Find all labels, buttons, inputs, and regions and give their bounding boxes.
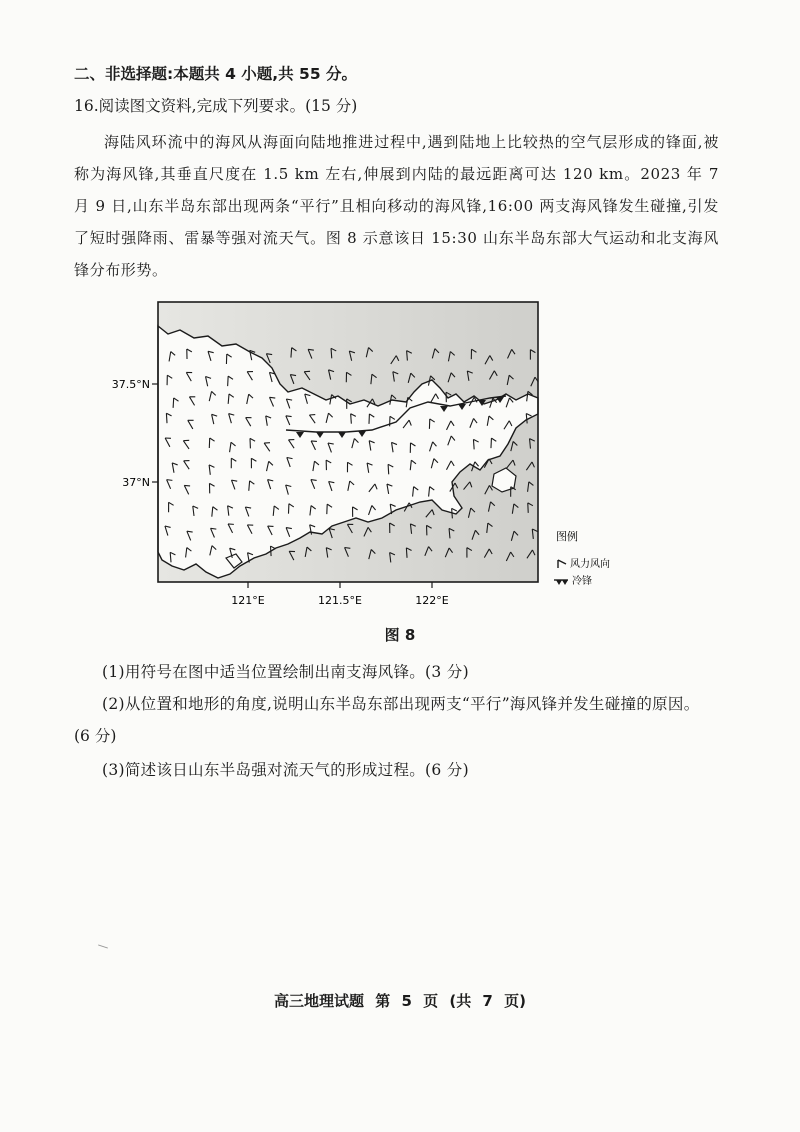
lon-label-121-5: 121.5°E xyxy=(318,594,362,607)
lat-label-37: 37°N xyxy=(122,476,150,489)
question-title: 16.阅读图文资料,完成下列要求。(15 分) xyxy=(74,97,358,115)
figure-8-map xyxy=(110,296,670,616)
subquestion-1: (1)用符号在图中适当位置绘制出南支海风锋。(3 分) xyxy=(102,663,469,681)
subquestion-3: (3)简述该日山东半岛强对流天气的形成过程。(6 分) xyxy=(102,761,469,779)
question-passage: 海陆风环流中的海风从海面向陆地推进过程中,遇到陆地上比较热的空气层形成的锋面,被称为海风锋,其垂直尺度在 1.5 km 左右,伸展到内陆的最远距离可达 120 km。2023 年 7 月 9 日,山东半岛东部出现两条“平行”且相向移动的海风锋,16:00 两支海风锋发生碰撞,引发了短时强降雨、雷暴等强对流天气。图 8 示意该日 15:30 山东半岛东部大气运动和北支海风锋分布形势。 xyxy=(74,133,719,279)
page-footer: 高三地理试题 第 5 页 (共 7 页) xyxy=(274,992,526,1010)
scan-speck xyxy=(98,944,108,948)
legend-wind-label: 风力风向 xyxy=(570,559,610,570)
map-svg xyxy=(110,296,670,616)
subquestion-2-score: (6 分) xyxy=(74,727,117,745)
legend-title: 图例 xyxy=(556,530,578,543)
lat-label-37-5: 37.5°N xyxy=(111,378,150,391)
lon-label-122: 122°E xyxy=(415,594,449,607)
section-title: 二、非选择题:本题共 4 小题,共 55 分。 xyxy=(74,65,358,83)
legend-wind-symbol xyxy=(558,560,566,568)
subquestion-2: (2)从位置和地形的角度,说明山东半岛东部出现两支“平行”海风锋并发生碰撞的原因。 xyxy=(102,695,700,713)
legend-front-label: 冷锋 xyxy=(572,576,592,587)
lon-label-121: 121°E xyxy=(231,594,265,607)
legend-front-symbol xyxy=(554,580,568,585)
figure-caption: 图 8 xyxy=(384,626,416,644)
